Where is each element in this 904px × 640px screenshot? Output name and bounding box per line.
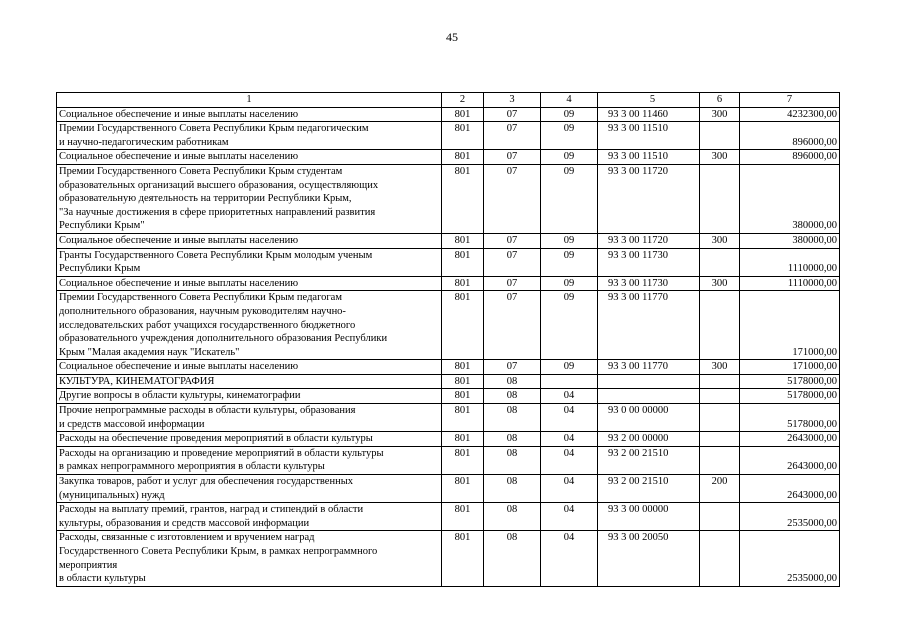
table-cell bbox=[700, 503, 740, 531]
table-header-row bbox=[57, 93, 840, 108]
table-cell: 09 bbox=[541, 291, 598, 360]
table-cell bbox=[598, 374, 700, 389]
table-cell: Социальное обеспечение и иные выплаты населению bbox=[57, 107, 442, 122]
table-row bbox=[57, 107, 840, 122]
table-cell: 801 bbox=[442, 404, 484, 432]
table-cell: 93 3 00 00000 bbox=[598, 503, 700, 531]
table-cell: Социальное обеспечение и иные выплаты населению bbox=[57, 150, 442, 165]
table-cell: 04 bbox=[541, 389, 598, 404]
table-cell bbox=[700, 122, 740, 150]
table-cell: Социальное обеспечение и иные выплаты населению bbox=[57, 233, 442, 248]
table-row bbox=[57, 432, 840, 447]
table-cell: 07 bbox=[484, 150, 541, 165]
table-cell: 08 bbox=[484, 374, 541, 389]
table-row bbox=[57, 503, 840, 531]
table-row bbox=[57, 233, 840, 248]
table-cell bbox=[700, 404, 740, 432]
table-cell: 07 bbox=[484, 248, 541, 276]
table-cell: 300 bbox=[700, 360, 740, 375]
table-cell: 09 bbox=[541, 107, 598, 122]
table-row bbox=[57, 404, 840, 432]
table-cell bbox=[700, 432, 740, 447]
table-cell: Другие вопросы в области культуры, кинематографии bbox=[57, 389, 442, 404]
table-cell: 2643000,00 bbox=[740, 446, 840, 474]
table-row bbox=[57, 389, 840, 404]
table-row bbox=[57, 248, 840, 276]
table-cell: 07 bbox=[484, 291, 541, 360]
table-cell: 08 bbox=[484, 475, 541, 503]
table-cell: 801 bbox=[442, 531, 484, 586]
table-cell: 4232300,00 bbox=[740, 107, 840, 122]
table-cell: 896000,00 bbox=[740, 150, 840, 165]
table-cell: 801 bbox=[442, 389, 484, 404]
header-cell: 6 bbox=[700, 93, 740, 108]
table-cell: 2643000,00 bbox=[740, 432, 840, 447]
table-cell: 801 bbox=[442, 432, 484, 447]
table-cell bbox=[700, 389, 740, 404]
table-row bbox=[57, 374, 840, 389]
table-cell: 801 bbox=[442, 248, 484, 276]
table-cell: 5178000,00 bbox=[740, 404, 840, 432]
table-cell: 2535000,00 bbox=[740, 531, 840, 586]
table-cell: 171000,00 bbox=[740, 360, 840, 375]
table-cell: 93 3 00 11510 bbox=[598, 122, 700, 150]
header-cell: 3 bbox=[484, 93, 541, 108]
table-cell: 07 bbox=[484, 360, 541, 375]
table-cell: 801 bbox=[442, 360, 484, 375]
budget-table bbox=[56, 92, 840, 587]
table-cell: 08 bbox=[484, 404, 541, 432]
table-cell: 380000,00 bbox=[740, 164, 840, 233]
table-cell: Расходы на выплату премий, грантов, наград и стипендий в области культуры, образования и средств массовой информации bbox=[57, 503, 442, 531]
table-cell: 93 3 00 20050 bbox=[598, 531, 700, 586]
table-cell: 801 bbox=[442, 276, 484, 291]
table-row bbox=[57, 276, 840, 291]
table-cell: 2643000,00 bbox=[740, 475, 840, 503]
table-cell: Расходы на организацию и проведение мероприятий в области культуры в рамках непрограммного мероприятия в области культуры bbox=[57, 446, 442, 474]
table-cell bbox=[700, 374, 740, 389]
table-cell bbox=[700, 531, 740, 586]
table-cell: 07 bbox=[484, 276, 541, 291]
table-cell: 09 bbox=[541, 360, 598, 375]
table-row bbox=[57, 122, 840, 150]
header-cell: 2 bbox=[442, 93, 484, 108]
table-cell: Расходы на обеспечение проведения мероприятий в области культуры bbox=[57, 432, 442, 447]
table-cell: 07 bbox=[484, 233, 541, 248]
table-cell: 93 3 00 11510 bbox=[598, 150, 700, 165]
table-cell: Расходы, связанные с изготовлением и вручением наград Государственного Совета Республики Крым, в рамках непрограммного мероприятия в области культуры bbox=[57, 531, 442, 586]
table-cell: 5178000,00 bbox=[740, 389, 840, 404]
page-number: 45 bbox=[446, 30, 458, 44]
table-cell: 04 bbox=[541, 531, 598, 586]
table-cell: 09 bbox=[541, 122, 598, 150]
table-cell: Социальное обеспечение и иные выплаты населению bbox=[57, 276, 442, 291]
table-row bbox=[57, 150, 840, 165]
table-cell: 801 bbox=[442, 291, 484, 360]
table-cell: 93 3 00 11730 bbox=[598, 276, 700, 291]
table-cell: 93 0 00 00000 bbox=[598, 404, 700, 432]
table-cell: 07 bbox=[484, 107, 541, 122]
table-cell bbox=[700, 446, 740, 474]
table-cell: 04 bbox=[541, 503, 598, 531]
table-cell: 04 bbox=[541, 475, 598, 503]
table-cell: 93 2 00 21510 bbox=[598, 475, 700, 503]
table-cell bbox=[598, 389, 700, 404]
table-cell: 07 bbox=[484, 122, 541, 150]
table-cell: Прочие непрограммные расходы в области культуры, образования и средств массовой информации bbox=[57, 404, 442, 432]
table-cell: 08 bbox=[484, 531, 541, 586]
table-cell: 93 3 00 11720 bbox=[598, 164, 700, 233]
table-cell: 93 3 00 11730 bbox=[598, 248, 700, 276]
table-cell bbox=[700, 291, 740, 360]
table-row bbox=[57, 475, 840, 503]
table-cell: 93 2 00 21510 bbox=[598, 446, 700, 474]
table-cell: 93 3 00 11720 bbox=[598, 233, 700, 248]
table-cell: 200 bbox=[700, 475, 740, 503]
table-cell: 93 2 00 00000 bbox=[598, 432, 700, 447]
table-cell: 801 bbox=[442, 164, 484, 233]
table-cell: Премии Государственного Совета Республики Крым студентам образовательных организаций высшего образования, осуществляющих образовательную деятельность на территории Республики Крым, "За научные достижения в сфере приоритетных направлений развития Республики Крым" bbox=[57, 164, 442, 233]
header-cell: 7 bbox=[740, 93, 840, 108]
table-cell: 08 bbox=[484, 432, 541, 447]
table-cell: 09 bbox=[541, 276, 598, 291]
table-row bbox=[57, 531, 840, 586]
table-cell: Премии Государственного Совета Республики Крым педагогическим и научно-педагогическим работникам bbox=[57, 122, 442, 150]
table-cell: 5178000,00 bbox=[740, 374, 840, 389]
table-cell: 171000,00 bbox=[740, 291, 840, 360]
table-cell: 08 bbox=[484, 503, 541, 531]
table-cell: 09 bbox=[541, 248, 598, 276]
header-cell: 5 bbox=[598, 93, 700, 108]
table-cell: 04 bbox=[541, 446, 598, 474]
table-cell: 1110000,00 bbox=[740, 276, 840, 291]
table-row bbox=[57, 360, 840, 375]
table-cell: 08 bbox=[484, 446, 541, 474]
table-cell: 380000,00 bbox=[740, 233, 840, 248]
table-cell: 300 bbox=[700, 150, 740, 165]
table-cell: 93 3 00 11770 bbox=[598, 360, 700, 375]
table-cell: 300 bbox=[700, 107, 740, 122]
table-cell: 09 bbox=[541, 164, 598, 233]
table-cell: 2535000,00 bbox=[740, 503, 840, 531]
table-cell: 801 bbox=[442, 122, 484, 150]
table-cell: 07 bbox=[484, 164, 541, 233]
table-cell: 09 bbox=[541, 233, 598, 248]
table-cell: 04 bbox=[541, 432, 598, 447]
table-cell: 801 bbox=[442, 475, 484, 503]
table-cell: 801 bbox=[442, 150, 484, 165]
table-cell: Закупка товаров, работ и услуг для обеспечения государственных (муниципальных) нужд bbox=[57, 475, 442, 503]
table-cell: 93 3 00 11770 bbox=[598, 291, 700, 360]
table-row bbox=[57, 291, 840, 360]
table-cell: 801 bbox=[442, 374, 484, 389]
table-cell: 93 3 00 11460 bbox=[598, 107, 700, 122]
table-cell: 801 bbox=[442, 446, 484, 474]
table-cell: 801 bbox=[442, 233, 484, 248]
table-cell: Социальное обеспечение и иные выплаты населению bbox=[57, 360, 442, 375]
table-cell: 300 bbox=[700, 276, 740, 291]
table-row bbox=[57, 446, 840, 474]
table-cell bbox=[700, 164, 740, 233]
table-cell: Гранты Государственного Совета Республики Крым молодым ученым Республики Крым bbox=[57, 248, 442, 276]
table-cell: КУЛЬТУРА, КИНЕМАТОГРАФИЯ bbox=[57, 374, 442, 389]
table-cell bbox=[700, 248, 740, 276]
table-cell: 801 bbox=[442, 107, 484, 122]
table-cell: 09 bbox=[541, 150, 598, 165]
header-cell: 1 bbox=[57, 93, 442, 108]
table-cell: 896000,00 bbox=[740, 122, 840, 150]
table-cell: 1110000,00 bbox=[740, 248, 840, 276]
table-cell: 300 bbox=[700, 233, 740, 248]
table-cell bbox=[541, 374, 598, 389]
table-row bbox=[57, 164, 840, 233]
table-cell: 08 bbox=[484, 389, 541, 404]
header-cell: 4 bbox=[541, 93, 598, 108]
table-cell: Премии Государственного Совета Республики Крым педагогам дополнительного образования, научным руководителям научно- исследовательских работ учащихся государственного бюджетного образовательного учреждения дополнительного образования Республики Крым "Малая академия наук "Искатель" bbox=[57, 291, 442, 360]
table-cell: 801 bbox=[442, 503, 484, 531]
table-cell: 04 bbox=[541, 404, 598, 432]
